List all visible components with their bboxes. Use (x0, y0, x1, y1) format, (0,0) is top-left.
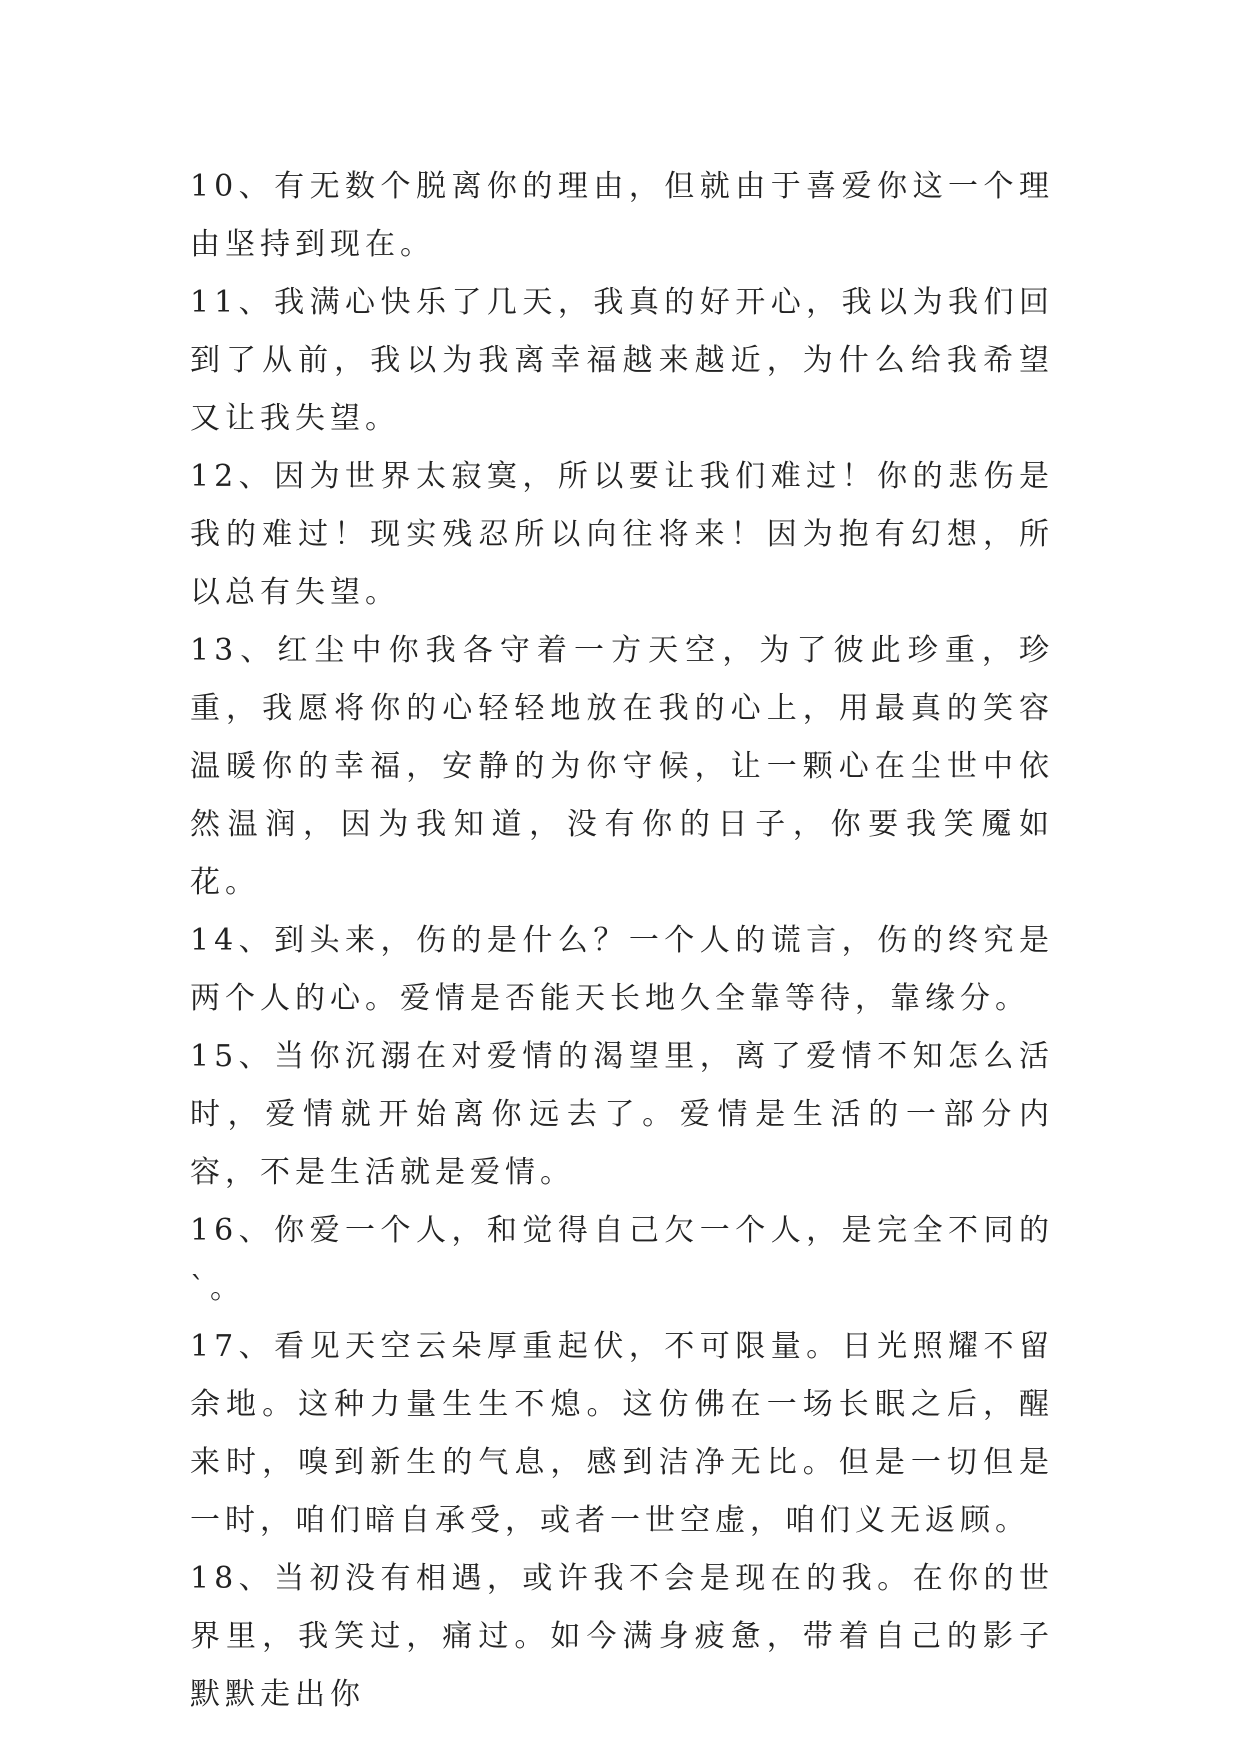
paragraph-11: 11、我满心快乐了几天，我真的好开心，我以为我们回到了从前，我以为我离幸福越来越近，为什么给我希望又让我失望。 (190, 285, 1054, 436)
paragraph-18: 18、当初没有相遇，或许我不会是现在的我。在你的世界里，我笑过，痛过。如今满身疲惫，带着自己的影子默默走出你 (190, 1561, 1054, 1712)
paragraph-12: 12、因为世界太寂寞，所以要让我们难过！你的悲伤是我的难过！现实残忍所以向往将来！因为抱有幻想，所以总有失望。 (190, 459, 1054, 610)
document-body (190, 158, 1054, 1724)
paragraph-14: 14、到头来，伤的是什么？一个人的谎言，伤的终究是两个人的心。爱情是否能天长地久全靠等待，靠缘分。 (190, 923, 1054, 1016)
paragraph-16: 16、你爱一个人，和觉得自己欠一个人，是完全不同的`。 (190, 1213, 1054, 1306)
paragraph-10: 10、有无数个脱离你的理由，但就由于喜爱你这一个理由坚持到现在。 (190, 169, 1054, 262)
paragraph-17: 17、看见天空云朵厚重起伏，不可限量。日光照耀不留余地。这种力量生生不熄。这仿佛在一场长眠之后，醒来时，嗅到新生的气息，感到洁净无比。但是一切但是一时，咱们暗自承受，或者一世空虚，咱们义无返顾。 (190, 1329, 1054, 1538)
paragraph-13: 13、红尘中你我各守着一方天空，为了彼此珍重，珍重，我愿将你的心轻轻地放在我的心上，用最真的笑容温暖你的幸福，安静的为你守候，让一颗心在尘世中依然温润，因为我知道，没有你的日子，你要我笑魇如花。 (190, 633, 1054, 900)
paragraph-15: 15、当你沉溺在对爱情的渴望里，离了爱情不知怎么活时，爱情就开始离你远去了。爱情是生活的一部分内容，不是生活就是爱情。 (190, 1039, 1054, 1190)
